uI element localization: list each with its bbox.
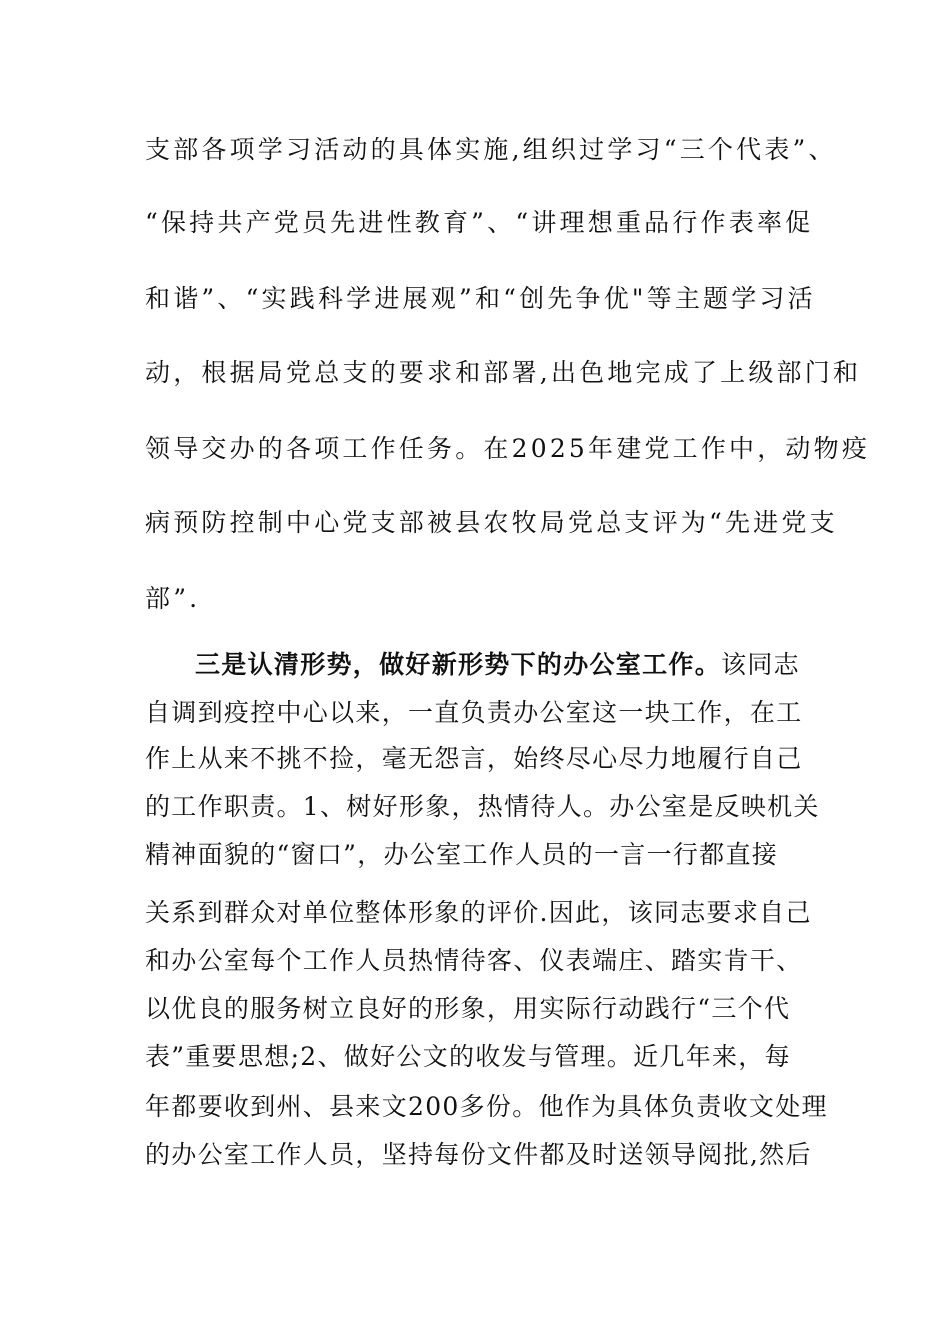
text-line [195,650,815,680]
text-line: 精神面貌的“窗口”，办公室工作人员的一言一行都直接 [145,840,779,869]
text-line: 关系到群众对单位整体形象的评价.因此，该同志要求自己 [145,898,812,927]
text-line: 年都要收到州、县来文200多份。他作为具体负责收文处理 [145,1092,828,1121]
text-line: 自调到疫控中心以来，一直负责办公室这一块工作，在工 [145,698,803,727]
text-line: 动，根据局党总支的要求和部署,出色地完成了上级部门和 [145,358,862,387]
text-line: 支部各项学习活动的具体实施,组织过学习“三个代表”、 [145,135,837,164]
text-line: 领导交办的各项工作任务。在2025年建党工作中，动物疫 [145,434,871,463]
text-line: 作上从来不挑不捡，毫无怨言，始终尽心尽力地履行自己 [145,744,803,773]
text-line: 部”. [145,584,201,613]
text-line: 病预防控制中心党支部被县农牧局党总支评为“先进党支 [145,508,838,537]
text-line: 的办公室工作人员，坚持每份文件都及时送领导阅批,然后 [145,1140,812,1169]
text-line: 的工作职责。1、树好形象，热情待人。办公室是反映机关 [145,792,820,821]
text-line: 以优良的服务树立良好的形象，用实际行动践行“三个代 [145,994,791,1023]
text-line: “保持共产党员先进性教育”、“讲理想重品行作表率促 [145,208,814,237]
text-line: 和谐”、“实践科学进展观”和“创先争优"等主题学习活 [145,284,816,313]
text-line: 和办公室每个工作人员热情待客、仪表端庄、踏实肯干、 [145,946,803,975]
paragraph-heading: 三是认清形势，做好新形势下的办公室工作。 [195,650,722,679]
text-line: 表”重要思想;2、做好公文的收发与管理。近几年来，每 [145,1042,791,1071]
heading-continuation: 该同志 [721,650,800,679]
